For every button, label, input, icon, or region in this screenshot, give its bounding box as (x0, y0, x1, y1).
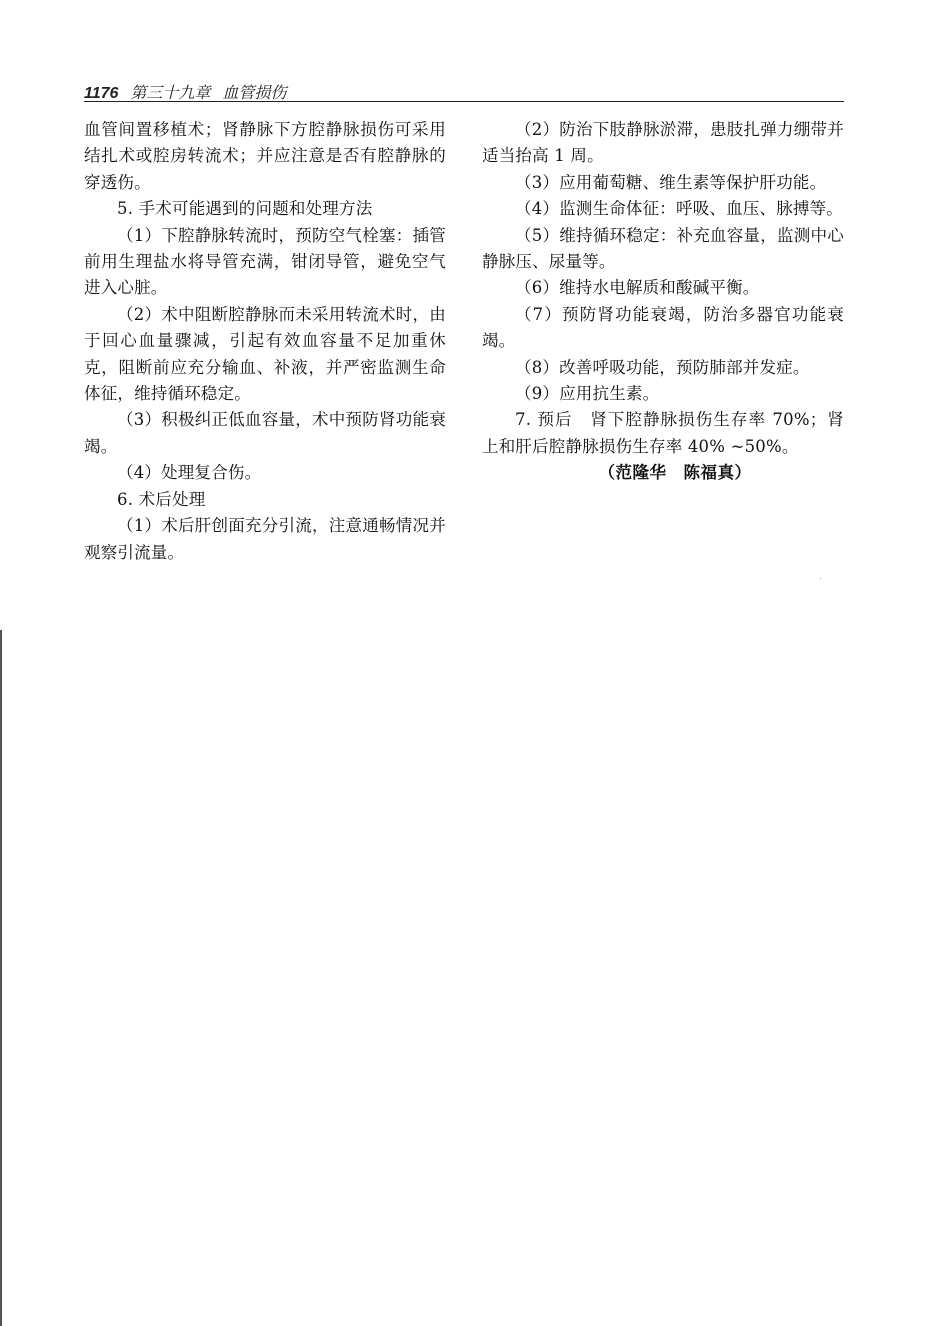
paragraph: 血管间置移植术；肾静脉下方腔静脉损伤可采用结扎术或腔房转流术；并应注意是否有腔静脉的穿透伤。 (84, 120, 446, 192)
section-heading: 5. 手术可能遇到的问题和处理方法 (117, 199, 373, 219)
page-number: 1176 (84, 85, 119, 102)
paragraph: （4）监测生命体征：呼吸、血压、脉搏等。 (515, 199, 843, 219)
page-header (84, 80, 842, 102)
paragraph: （2）防治下肢静脉淤滞，患肢扎弹力绷带并适当抬高 1 周。 (482, 120, 844, 166)
paragraph: （3）积极纠正低血容量，术中预防肾功能衰竭。 (84, 410, 446, 456)
author-signature: （范隆华 陈福真） (598, 463, 752, 483)
right-column (482, 117, 844, 487)
chapter-title: 第三十九章 (130, 85, 211, 102)
paragraph: （2）术中阻断腔静脉而未采用转流术时，由于回心血量骤减，引起有效血容量不足加重休克，阻断前应充分输血、补液，并严密监测生命体征，维持循环稳定。 (84, 304, 446, 404)
paragraph: （8）改善呼吸功能，预防肺部并发症。 (515, 357, 810, 377)
paragraph: （1）下腔静脉转流时，预防空气栓塞：插管前用生理盐水将导管充满，钳闭导管，避免空气进入心脏。 (84, 225, 446, 298)
paragraph: （1）术后肝创面充分引流，注意通畅情况并观察引流量。 (84, 516, 446, 562)
scan-speck (820, 578, 821, 579)
paragraph: （4）处理复合伤。 (117, 463, 262, 483)
header-rule (84, 101, 844, 102)
paragraph: （9）应用抗生素。 (515, 384, 660, 404)
section-heading: 6. 术后处理 (117, 489, 206, 509)
paragraph: （5）维持循环稳定：补充血容量，监测中心静脉压、尿量等。 (482, 225, 844, 272)
paragraph: （7）预防肾功能衰竭，防治多器官功能衰竭。 (482, 304, 844, 351)
section-title: 血管损伤 (222, 85, 287, 102)
paragraph: （3）应用葡萄糖、维生素等保护肝功能。 (515, 172, 827, 192)
scan-edge-line (0, 630, 2, 1326)
paragraph: （6）维持水电解质和酸碱平衡。 (515, 278, 760, 298)
section-heading: 7. 预后 肾下腔静脉损伤生存率 70%；肾上和肝后腔静脉损伤生存率 40% ~50%。 (482, 410, 844, 456)
left-column (84, 117, 446, 566)
